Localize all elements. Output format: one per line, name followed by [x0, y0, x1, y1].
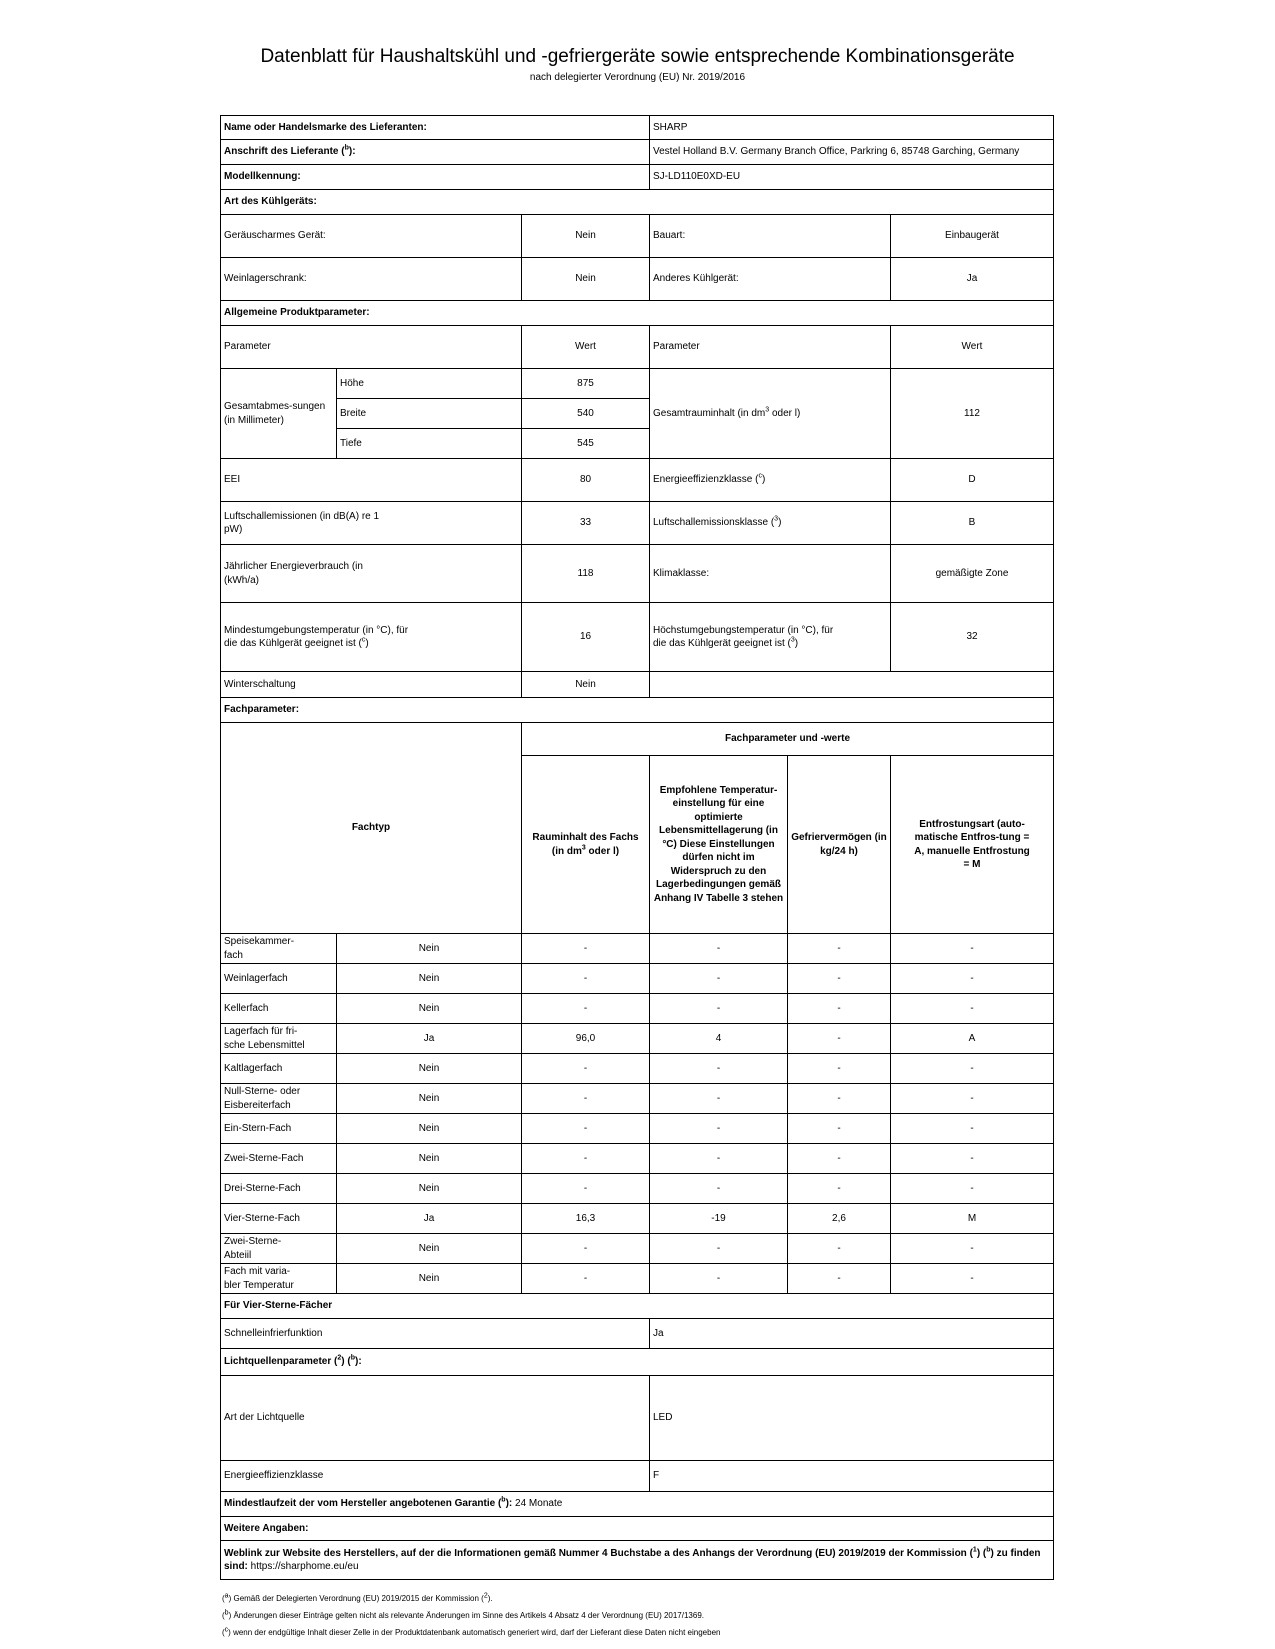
- compartment-volume: -: [522, 1054, 650, 1084]
- compartment-temperature: -: [650, 1174, 788, 1204]
- compartment-freezing: -: [788, 964, 891, 994]
- compartment-volume: -: [522, 994, 650, 1024]
- model-label: Modellkennung:: [221, 165, 650, 190]
- compartment-freezing: -: [788, 1264, 891, 1294]
- compartment-row: [221, 1144, 1054, 1174]
- compartment-row: [221, 1024, 1054, 1054]
- annual-consumption-label: Jährlicher Energieverbrauch (in (kWh/a): [221, 545, 522, 603]
- footnote-b: ($^b$) Änderungen dieser Einträge gelten nicht als relevante Änderungen im Sinne des Artikels 4 Absatz 4 der Verordnung (EU) 2017/1369.: [222, 1609, 704, 1620]
- dimensions-label: Gesamtabmes-sungen (in Millimeter): [221, 369, 337, 459]
- compartment-name: Speisekammer-fach: [221, 934, 337, 964]
- supplier-name-value: SHARP: [650, 116, 1054, 140]
- quick-freeze-label: Schnelleinfrierfunktion: [221, 1319, 650, 1349]
- low-noise-value: Nein: [522, 215, 650, 258]
- design-value: Einbaugerät: [891, 215, 1054, 258]
- compartment-freezing: 2,6: [788, 1204, 891, 1234]
- compartment-defrost: -: [891, 1054, 1054, 1084]
- page-subtitle: nach delegierter Verordnung (EU) Nr. 2019/2016: [529, 72, 746, 83]
- compartment-defrost: -: [891, 1234, 1054, 1264]
- compartment-row: [221, 1054, 1054, 1084]
- compartment-volume: -: [522, 1174, 650, 1204]
- annual-consumption-value: 118: [522, 545, 650, 603]
- min-temp-value: 16: [522, 603, 650, 672]
- compartment-freezing: -: [788, 1114, 891, 1144]
- compartment-defrost: -: [891, 1114, 1054, 1144]
- other-appliance-value: Ja: [891, 258, 1054, 301]
- compartment-name: Drei-Sterne-Fach: [221, 1174, 337, 1204]
- compartment-name: Vier-Sterne-Fach: [221, 1204, 337, 1234]
- total-volume-value: 112: [891, 369, 1054, 459]
- footnote-a: ($^a$) Gemäß der Delegierten Verordnung (EU) 2019/2015 der Kommission ($^2$).: [222, 1592, 493, 1603]
- compartment-present: Nein: [337, 1054, 522, 1084]
- compartment-present: Nein: [337, 1264, 522, 1294]
- winter-mode-value: Nein: [522, 672, 650, 698]
- col-defrost-header: Entfrostungsart (auto-matische Entfros-tung = A, manuelle Entfrostung = M: [891, 756, 1054, 934]
- compartment-volume: 96,0: [522, 1024, 650, 1054]
- climate-class-value: gemäßigte Zone: [891, 545, 1054, 603]
- compartment-temperature: -: [650, 1084, 788, 1114]
- warranty-row: Mindestlaufzeit der vom Hersteller angebotenen Garantie ($^b$): 24 Monate: [221, 1492, 1054, 1517]
- compartment-present: Nein: [337, 994, 522, 1024]
- min-temp-label: Mindestumgebungstemperatur (in °C), für die das Kühlgerät geeignet ist ($^c$): [221, 603, 522, 672]
- compartment-present: Nein: [337, 1174, 522, 1204]
- compartment-temperature: -: [650, 1144, 788, 1174]
- more-info-header: Weitere Angaben:: [221, 1517, 1054, 1541]
- four-star-header: Für Vier-Sterne-Fächer: [221, 1294, 1054, 1319]
- compartment-name: Kaltlagerfach: [221, 1054, 337, 1084]
- compartment-temperature: -: [650, 964, 788, 994]
- supplier-address-label: Anschrift des Lieferante ($^b$):: [221, 140, 650, 165]
- compartment-row: [221, 1264, 1054, 1294]
- compartment-defrost: -: [891, 1264, 1054, 1294]
- compartment-name: Zwei-Sterne-Abteiil: [221, 1234, 337, 1264]
- compartment-row: [221, 964, 1054, 994]
- compartment-volume: -: [522, 964, 650, 994]
- value-header-left: Wert: [522, 326, 650, 369]
- compartment-temperature: -: [650, 1234, 788, 1264]
- noise-emission-value: 33: [522, 502, 650, 545]
- compartment-temperature: -: [650, 994, 788, 1024]
- compartment-row: [221, 1204, 1054, 1234]
- height-label: Höhe: [337, 369, 522, 399]
- model-value: SJ-LD110E0XD-EU: [650, 165, 1054, 190]
- empty-cell: [650, 672, 1054, 698]
- max-temp-value: 32: [891, 603, 1054, 672]
- compartment-present: Nein: [337, 1144, 522, 1174]
- compartment-defrost: A: [891, 1024, 1054, 1054]
- low-noise-label: Geräuscharmes Gerät:: [221, 215, 522, 258]
- supplier-address-value: Vestel Holland B.V. Germany Branch Office, Parkring 6, 85748 Garching, Germany: [650, 140, 1054, 165]
- value-header-right: Wert: [891, 326, 1054, 369]
- energy-class-value: D: [891, 459, 1054, 502]
- compartment-type-header: Fachtyp: [221, 723, 522, 934]
- compartment-present: Nein: [337, 934, 522, 964]
- supplier-name-label: Name oder Handelsmarke des Lieferanten:: [221, 116, 650, 140]
- compartment-name: Kellerfach: [221, 994, 337, 1024]
- compartment-row: [221, 994, 1054, 1024]
- compartment-volume: -: [522, 1114, 650, 1144]
- compartment-defrost: -: [891, 934, 1054, 964]
- max-temp-label: Höchstumgebungstemperatur (in °C), für die das Kühlgerät geeignet ist ($^3$): [650, 603, 891, 672]
- compartment-name: Lagerfach für fri-sche Lebensmittel: [221, 1024, 337, 1054]
- compartment-row: [221, 1174, 1054, 1204]
- compartment-present: Nein: [337, 1084, 522, 1114]
- datasheet-table: [220, 115, 1054, 1580]
- weblink-url[interactable]: https://sharphome.eu/eu: [247, 1561, 359, 1572]
- light-type-value: LED: [650, 1376, 1054, 1461]
- light-class-value: F: [650, 1461, 1054, 1492]
- compartment-defrost: M: [891, 1204, 1054, 1234]
- compartment-defrost: -: [891, 994, 1054, 1024]
- col-volume-header: Rauminhalt des Fachs (in $dm^3$ oder l): [522, 756, 650, 934]
- compartment-freezing: -: [788, 1084, 891, 1114]
- noise-emission-label: Luftschallemissionen (in dB(A) re 1 pW): [221, 502, 522, 545]
- quick-freeze-value: Ja: [650, 1319, 1054, 1349]
- compartment-name: Ein-Stern-Fach: [221, 1114, 337, 1144]
- noise-class-label: Luftschallemissionsklasse ($^3$): [650, 502, 891, 545]
- compartment-temperature: 4: [650, 1024, 788, 1054]
- depth-label: Tiefe: [337, 429, 522, 459]
- compartment-row: [221, 1234, 1054, 1264]
- energy-class-label: Energieeffizienzklasse ($^c$): [650, 459, 891, 502]
- footnotes: [222, 1590, 720, 1641]
- compartment-freezing: -: [788, 1144, 891, 1174]
- compartment-name: Null-Sterne- oder Eisbereiterfach: [221, 1084, 337, 1114]
- section-general-header: Allgemeine Produktparameter:: [221, 301, 1054, 326]
- light-type-label: Art der Lichtquelle: [221, 1376, 650, 1461]
- compartment-temperature: -: [650, 934, 788, 964]
- compartment-name: Weinlagerfach: [221, 964, 337, 994]
- compartment-temperature: -: [650, 1114, 788, 1144]
- compartment-freezing: -: [788, 1234, 891, 1264]
- climate-class-label: Klimaklasse:: [650, 545, 891, 603]
- light-class-label: Energieeffizienzklasse: [221, 1461, 650, 1492]
- light-source-header: Lichtquellenparameter ($^2$) ($^b$):: [221, 1349, 1054, 1376]
- compartment-volume: 16,3: [522, 1204, 650, 1234]
- noise-class-value: B: [891, 502, 1054, 545]
- other-appliance-label: Anderes Kühlgerät:: [650, 258, 891, 301]
- compartment-defrost: -: [891, 1144, 1054, 1174]
- compartment-freezing: -: [788, 934, 891, 964]
- compartment-defrost: -: [891, 1084, 1054, 1114]
- footnote-c: ($^c$) wenn der endgültige Inhalt dieser Zelle in der Produktdatenbank automatisch generiert wird, darf der Lieferant diese Daten nicht eingeben: [222, 1626, 721, 1637]
- wine-cabinet-label: Weinlagerschrank:: [221, 258, 522, 301]
- weblink-row: Weblink zur Website des Herstellers, auf der die Informationen gemäß Nummer 4 Buchstabe a des Anhangs der Verordnung (EU) 2019/2019 der Kommission ($^1$) ($^b$) zu finden sind: https://sharphome.eu/eu: [221, 1541, 1054, 1580]
- page-title: Datenblatt für Haushaltskühl und -gefriergeräte sowie entsprechende Kombinationsgeräte: [260, 46, 1015, 67]
- compartment-temperature: -19: [650, 1204, 788, 1234]
- compartment-volume: -: [522, 1264, 650, 1294]
- col-temperature-header: Empfohlene Temperatur-einstellung für eine optimierte Lebensmittellagerung (in °C) Diese Einstellungen dürfen nicht im Widerspruch zu den Lagerbedingungen gemäß Anhang IV Tabelle 3 stehen: [650, 756, 788, 934]
- section-compartments-header: Fachparameter:: [221, 698, 1054, 723]
- param-header-right: Parameter: [650, 326, 891, 369]
- compartment-row: [221, 934, 1054, 964]
- compartment-rows: [221, 934, 1054, 1294]
- compartment-defrost: -: [891, 1174, 1054, 1204]
- winter-mode-label: Winterschaltung: [221, 672, 522, 698]
- width-label: Breite: [337, 399, 522, 429]
- compartment-present: Ja: [337, 1024, 522, 1054]
- section-type-header: Art des Kühlgeräts:: [221, 190, 1054, 215]
- height-value: 875: [522, 369, 650, 399]
- compartment-freezing: -: [788, 1024, 891, 1054]
- total-volume-label: Gesamtrauminhalt (in $dm^3$ oder l): [650, 369, 891, 459]
- compartment-row: [221, 1114, 1054, 1144]
- compartment-name: Zwei-Sterne-Fach: [221, 1144, 337, 1174]
- compartment-name: Fach mit varia-bler Temperatur: [221, 1264, 337, 1294]
- depth-value: 545: [522, 429, 650, 459]
- design-label: Bauart:: [650, 215, 891, 258]
- compartment-volume: -: [522, 1144, 650, 1174]
- compartment-temperature: -: [650, 1264, 788, 1294]
- compartment-volume: -: [522, 934, 650, 964]
- compartment-present: Nein: [337, 964, 522, 994]
- compartment-defrost: -: [891, 964, 1054, 994]
- compartment-row: [221, 1084, 1054, 1114]
- compartment-present: Nein: [337, 1114, 522, 1144]
- col-freezing-header: Gefriervermögen (in kg/24 h): [788, 756, 891, 934]
- eei-label: EEI: [221, 459, 522, 502]
- compartment-present: Nein: [337, 1234, 522, 1264]
- compartment-freezing: -: [788, 994, 891, 1024]
- wine-cabinet-value: Nein: [522, 258, 650, 301]
- compartment-freezing: -: [788, 1054, 891, 1084]
- compartment-freezing: -: [788, 1174, 891, 1204]
- compartment-volume: -: [522, 1084, 650, 1114]
- width-value: 540: [522, 399, 650, 429]
- compartment-temperature: -: [650, 1054, 788, 1084]
- eei-value: 80: [522, 459, 650, 502]
- compartment-volume: -: [522, 1234, 650, 1264]
- compartment-group-header: Fachparameter und -werte: [522, 723, 1054, 756]
- param-header-left: Parameter: [221, 326, 522, 369]
- compartment-present: Ja: [337, 1204, 522, 1234]
